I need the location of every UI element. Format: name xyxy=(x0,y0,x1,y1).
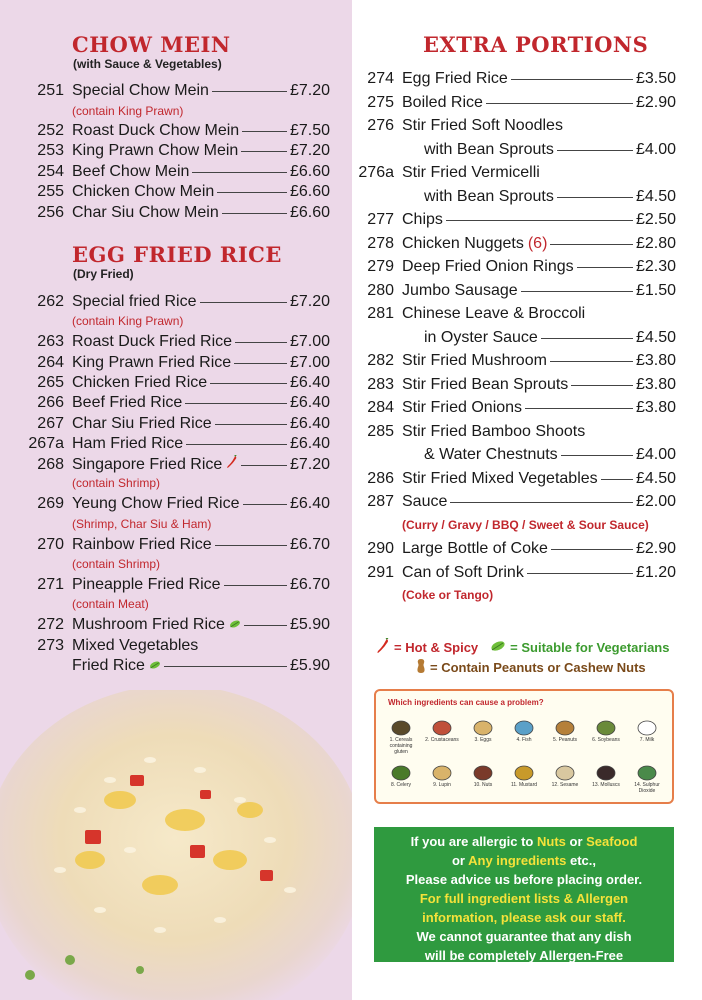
menu-item xyxy=(352,564,676,584)
menu-item xyxy=(352,164,676,184)
menu-item xyxy=(352,117,676,137)
allergen-icon xyxy=(390,762,412,782)
dot-leader xyxy=(212,91,287,92)
notice-line-5: information, please ask our staff. xyxy=(422,910,626,925)
dot-leader xyxy=(192,172,287,173)
item-price: £7.20 xyxy=(289,456,330,474)
item-price: £7.20 xyxy=(289,142,330,159)
allergen-item xyxy=(425,762,459,788)
dot-leader xyxy=(571,385,633,386)
item-number: 266 xyxy=(37,394,64,412)
item-name-continued: & Water Chestnuts xyxy=(424,446,558,463)
allergen-label: 6. Soybeans xyxy=(592,737,620,743)
item-name: Beef Chow Mein xyxy=(72,162,190,180)
item-number: 262 xyxy=(37,293,64,310)
item-number: 282 xyxy=(367,352,394,369)
item-price: £6.40 xyxy=(289,373,330,391)
item-note: (contain King Prawn) xyxy=(72,103,184,118)
item-number: 276a xyxy=(358,164,394,181)
item-number: 270 xyxy=(37,535,64,553)
allergen-label: 13. Molluscs xyxy=(592,782,620,788)
item-number: 268 xyxy=(37,456,64,474)
item-name: Deep Fried Onion Rings xyxy=(402,258,574,275)
item-price: £6.60 xyxy=(289,203,330,221)
allergen-icon xyxy=(554,762,576,782)
item-name: Singapore Fried Rice xyxy=(72,456,223,474)
allergen-item xyxy=(630,717,664,743)
item-number: 279 xyxy=(367,258,394,275)
dot-leader xyxy=(215,545,287,546)
menu-item xyxy=(0,415,330,435)
item-price: £3.80 xyxy=(635,399,676,416)
dot-leader xyxy=(551,549,633,550)
item-price: £6.40 xyxy=(289,495,330,513)
item-number: 275 xyxy=(367,93,394,111)
item-price: £5.90 xyxy=(289,656,330,674)
item-name: Char Siu Chow Mein xyxy=(72,203,219,221)
item-price: £7.00 xyxy=(289,353,330,371)
item-price: £7.50 xyxy=(289,121,330,139)
item-name: Mixed Vegetables xyxy=(72,636,199,654)
item-name: Rainbow Fried Rice xyxy=(72,535,212,553)
item-name: Char Siu Fried Rice xyxy=(72,414,212,432)
menu-item xyxy=(0,122,330,142)
item-name-continued: with Bean Sprouts xyxy=(424,187,554,205)
dot-leader xyxy=(222,213,287,214)
item-number: 265 xyxy=(37,373,64,391)
menu-item-continued xyxy=(424,329,676,349)
allergen-item xyxy=(466,717,500,743)
item-price: £6.40 xyxy=(289,414,330,432)
dot-leader xyxy=(521,291,633,292)
allergen-label: 4. Fish xyxy=(516,737,532,743)
legend-nuts: = Contain Peanuts or Cashew Nuts xyxy=(416,657,676,677)
dot-leader xyxy=(525,408,633,409)
item-price: £7.20 xyxy=(289,293,330,310)
item-name: Can of Soft Drink xyxy=(402,563,524,581)
item-name: Egg Fried Rice xyxy=(402,70,508,87)
allergen-icon xyxy=(390,717,412,737)
item-number: 281 xyxy=(367,305,394,322)
allergen-label: 9. Lupin xyxy=(433,782,451,788)
allergen-item xyxy=(589,762,623,788)
item-price: £3.50 xyxy=(635,70,676,87)
dot-leader xyxy=(215,424,287,425)
item-price: £1.50 xyxy=(635,281,676,299)
allergen-icon xyxy=(554,717,576,737)
menu-item xyxy=(352,258,676,278)
chili-icon xyxy=(376,638,390,657)
item-name: Stir Fried Bean Sprouts xyxy=(402,375,569,393)
item-price: £4.50 xyxy=(635,187,676,205)
item-number: 269 xyxy=(37,495,64,513)
allergen-label: 14. Sulphur Dioxide xyxy=(634,782,660,794)
item-note: (Shrimp, Char Siu & Ham) xyxy=(72,516,212,531)
item-number: 271 xyxy=(37,576,64,593)
legend xyxy=(376,637,676,677)
item-number: 274 xyxy=(367,70,394,87)
menu-item xyxy=(352,305,676,325)
dot-leader xyxy=(234,363,287,364)
menu-item xyxy=(352,235,676,255)
allergen-item xyxy=(466,762,500,788)
notice-line-4: For full ingredient lists & Allergen xyxy=(419,891,629,906)
item-price: £2.30 xyxy=(635,258,676,275)
menu-item xyxy=(352,470,676,490)
allergen-item xyxy=(507,717,541,743)
dot-leader xyxy=(446,220,633,221)
menu-item xyxy=(352,70,676,90)
item-price: £2.90 xyxy=(635,540,676,557)
allergen-icon xyxy=(636,717,658,737)
item-price: £2.80 xyxy=(635,234,676,252)
item-price: £2.90 xyxy=(635,93,676,111)
item-number: 290 xyxy=(367,540,394,557)
item-number: 255 xyxy=(37,183,64,200)
allergen-label: 12. Sesame xyxy=(551,782,579,788)
item-number: 287 xyxy=(367,493,394,510)
menu-item xyxy=(0,82,330,102)
item-name: Stir Fried Mixed Vegetables xyxy=(402,469,598,487)
item-number: 284 xyxy=(367,399,394,416)
chow-mein-title: CHOW MEIN xyxy=(72,32,231,57)
item-name: Jumbo Sausage xyxy=(402,281,518,299)
item-price: £6.40 xyxy=(289,394,330,412)
item-name: Pineapple Fried Rice xyxy=(72,576,221,593)
menu-item xyxy=(0,163,330,183)
notice-line-1: If you are allergic to Nuts or Seafood xyxy=(410,834,638,849)
item-price: £6.70 xyxy=(289,535,330,553)
allergen-icon xyxy=(431,762,453,782)
allergen-chart xyxy=(374,689,674,804)
dot-leader xyxy=(235,342,287,343)
menu-item xyxy=(0,536,330,556)
dot-leader xyxy=(243,504,287,505)
notice-line-6: We cannot guarantee that any dish xyxy=(416,929,632,944)
item-name: Chips xyxy=(402,211,443,228)
menu-item-continued xyxy=(424,188,676,208)
leaf-icon xyxy=(149,657,161,675)
item-price: £7.20 xyxy=(289,82,330,99)
item-name: Beef Fried Rice xyxy=(72,394,183,412)
allergen-icon xyxy=(595,762,617,782)
item-number: 286 xyxy=(367,469,394,487)
menu-item xyxy=(0,435,330,455)
item-number: 253 xyxy=(37,142,64,159)
item-note: (Coke or Tango) xyxy=(402,588,494,602)
egg-fried-rice-title: EGG FRIED RICE xyxy=(72,242,282,267)
item-number: 252 xyxy=(37,121,64,139)
dot-leader xyxy=(242,131,287,132)
item-number: 256 xyxy=(37,203,64,221)
item-price: £3.80 xyxy=(635,375,676,393)
item-name: King Prawn Chow Mein xyxy=(72,142,239,159)
dot-leader xyxy=(511,79,633,80)
dot-leader xyxy=(550,244,633,245)
item-name-continued: in Oyster Sauce xyxy=(424,328,538,346)
allergen-icon xyxy=(595,717,617,737)
dot-leader xyxy=(244,625,287,626)
item-number: 267 xyxy=(37,414,64,432)
menu-item xyxy=(0,637,330,657)
item-price: £4.50 xyxy=(635,328,676,346)
allergen-item xyxy=(425,717,459,743)
dot-leader xyxy=(561,455,633,456)
item-number: 285 xyxy=(367,422,394,440)
item-price: £4.50 xyxy=(635,469,676,487)
item-name: Boiled Rice xyxy=(402,93,483,111)
allergen-label: 1. Cereals containing gluten xyxy=(389,737,413,755)
item-name: King Prawn Fried Rice xyxy=(72,353,232,371)
item-price: £4.00 xyxy=(635,446,676,463)
item-number: 276 xyxy=(367,117,394,134)
allergen-item xyxy=(589,717,623,743)
dot-leader xyxy=(241,465,287,466)
dot-leader xyxy=(557,150,633,151)
allergen-item xyxy=(630,762,664,794)
item-name: Roast Duck Chow Mein xyxy=(72,121,240,139)
dot-leader xyxy=(486,103,633,104)
item-price: £6.60 xyxy=(289,162,330,180)
dot-leader xyxy=(186,444,287,445)
dot-leader xyxy=(527,573,633,574)
menu-item xyxy=(352,352,676,372)
allergen-icon xyxy=(513,717,535,737)
item-name: Large Bottle of Coke xyxy=(402,540,548,557)
allergen-item xyxy=(507,762,541,788)
item-name: Mushroom Fried Rice xyxy=(72,616,225,634)
item-name: Chicken Nuggets xyxy=(402,234,524,252)
item-number: 267a xyxy=(28,434,64,452)
allergen-label: 8. Celery xyxy=(390,782,411,788)
menu-item xyxy=(0,576,330,596)
legend-hot: = Hot & Spicy = Suitable for Vegetarians xyxy=(376,637,676,657)
item-price: £7.00 xyxy=(289,333,330,351)
item-name-continued: Fried Rice xyxy=(72,656,145,674)
menu-item-continued xyxy=(424,141,676,161)
item-note: (contain King Prawn) xyxy=(72,314,184,329)
item-name: Stir Fried Soft Noodles xyxy=(402,117,563,134)
dot-leader xyxy=(557,197,633,198)
peanut-icon xyxy=(416,658,426,677)
item-price: £2.00 xyxy=(635,493,676,510)
item-name: Ham Fried Rice xyxy=(72,434,184,452)
menu-item xyxy=(352,493,676,513)
dot-leader xyxy=(185,403,287,404)
menu-item xyxy=(352,540,676,560)
allergen-icon xyxy=(431,717,453,737)
menu-item xyxy=(352,282,676,302)
chili-icon xyxy=(226,455,238,474)
item-price: £6.40 xyxy=(289,434,330,452)
menu-item xyxy=(352,376,676,396)
menu-item xyxy=(352,211,676,231)
item-name: Stir Fried Onions xyxy=(402,399,523,416)
allergen-item xyxy=(548,762,582,788)
item-price: £5.90 xyxy=(289,616,330,634)
dot-leader xyxy=(601,479,633,480)
menu-item xyxy=(0,495,330,515)
item-name: Sauce xyxy=(402,493,448,510)
allergen-icon xyxy=(513,762,535,782)
dot-leader xyxy=(200,302,287,303)
egg-fried-rice-subtitle: (Dry Fried) xyxy=(73,267,134,281)
item-number: 272 xyxy=(37,616,64,634)
item-name: Roast Duck Fried Rice xyxy=(72,333,233,351)
menu-item xyxy=(352,94,676,114)
menu-item-continued xyxy=(424,446,676,466)
allergen-label: 11. Mustard xyxy=(510,782,538,788)
menu-item xyxy=(0,616,330,636)
dot-leader xyxy=(164,666,287,667)
item-name-continued: with Bean Sprouts xyxy=(424,140,554,158)
menu-item xyxy=(352,423,676,443)
allergen-icon xyxy=(472,717,494,737)
item-quantity: (6) xyxy=(527,234,548,252)
item-name: Stir Fried Vermicelli xyxy=(402,164,540,181)
item-price: £2.50 xyxy=(635,211,676,228)
allergen-chart-title: Which ingredients can cause a problem? xyxy=(388,698,544,707)
item-note: (Curry / Gravy / BBQ / Sweet & Sour Sauce) xyxy=(402,517,649,532)
menu-item-continued xyxy=(72,657,330,677)
dot-leader xyxy=(217,192,287,193)
allergen-label: 5. Peanuts xyxy=(553,737,577,743)
item-number: 273 xyxy=(37,636,64,654)
fried-rice-photo xyxy=(0,690,352,1000)
item-number: 280 xyxy=(367,281,394,299)
allergen-label: 2. Crustaceans xyxy=(425,737,459,743)
allergy-notice xyxy=(374,827,674,962)
item-number: 251 xyxy=(37,82,64,99)
menu-item xyxy=(352,399,676,419)
menu-item xyxy=(0,374,330,394)
item-price: £1.20 xyxy=(635,563,676,581)
item-name: Stir Fried Bamboo Shoots xyxy=(402,422,586,440)
dot-leader xyxy=(577,267,633,268)
menu-item xyxy=(0,293,330,313)
allergen-item xyxy=(384,717,418,755)
item-number: 263 xyxy=(37,333,64,351)
menu-item xyxy=(0,333,330,353)
item-number: 278 xyxy=(367,234,394,252)
allergen-icon xyxy=(472,762,494,782)
item-note: (contain Shrimp) xyxy=(72,557,161,571)
dot-leader xyxy=(541,338,633,339)
leaf-icon xyxy=(229,616,241,634)
item-name: Special fried Rice xyxy=(72,293,197,310)
allergen-label: 10. Nuts xyxy=(473,782,493,788)
extra-portions-title: EXTRA PORTIONS xyxy=(423,32,649,57)
item-name: Chinese Leave & Broccoli xyxy=(402,305,586,322)
item-name: Special Chow Mein xyxy=(72,82,209,99)
menu-item xyxy=(0,142,330,162)
notice-line-3: Please advice us before placing order. xyxy=(405,872,643,887)
item-price: £6.70 xyxy=(289,576,330,593)
allergen-label: 3. Eggs xyxy=(474,737,492,743)
item-number: 254 xyxy=(37,162,64,180)
dot-leader xyxy=(550,361,633,362)
dot-leader xyxy=(450,502,633,503)
menu-item xyxy=(0,394,330,414)
allergen-icon xyxy=(636,762,658,782)
item-name: Yeung Chow Fried Rice xyxy=(72,495,240,513)
item-price: £3.80 xyxy=(635,352,676,369)
item-number: 283 xyxy=(367,375,394,393)
item-name: Stir Fried Mushroom xyxy=(402,352,547,369)
item-number: 291 xyxy=(367,563,394,581)
item-name: Chicken Fried Rice xyxy=(72,373,208,391)
item-name: Chicken Chow Mein xyxy=(72,183,215,200)
item-price: £6.60 xyxy=(289,183,330,200)
item-number: 277 xyxy=(367,211,394,228)
allergen-item xyxy=(384,762,418,788)
allergen-label: 7. Milk xyxy=(639,737,655,743)
item-note: (contain Meat) xyxy=(72,597,149,612)
menu-item xyxy=(0,183,330,203)
item-number: 264 xyxy=(37,353,64,371)
menu-item xyxy=(0,354,330,374)
item-price: £4.00 xyxy=(635,140,676,158)
notice-line-2: or Any ingredients etc., xyxy=(451,853,596,868)
dot-leader xyxy=(210,383,287,384)
menu-item xyxy=(0,455,330,475)
notice-line-7: will be completely Allergen-Free xyxy=(424,948,624,963)
allergen-item xyxy=(548,717,582,743)
dot-leader xyxy=(224,585,287,586)
chow-mein-subtitle: (with Sauce & Vegetables) xyxy=(73,57,222,71)
leaf-icon xyxy=(490,640,506,655)
menu-item xyxy=(0,204,330,224)
item-note: (contain Shrimp) xyxy=(72,476,161,491)
dot-leader xyxy=(241,151,287,152)
